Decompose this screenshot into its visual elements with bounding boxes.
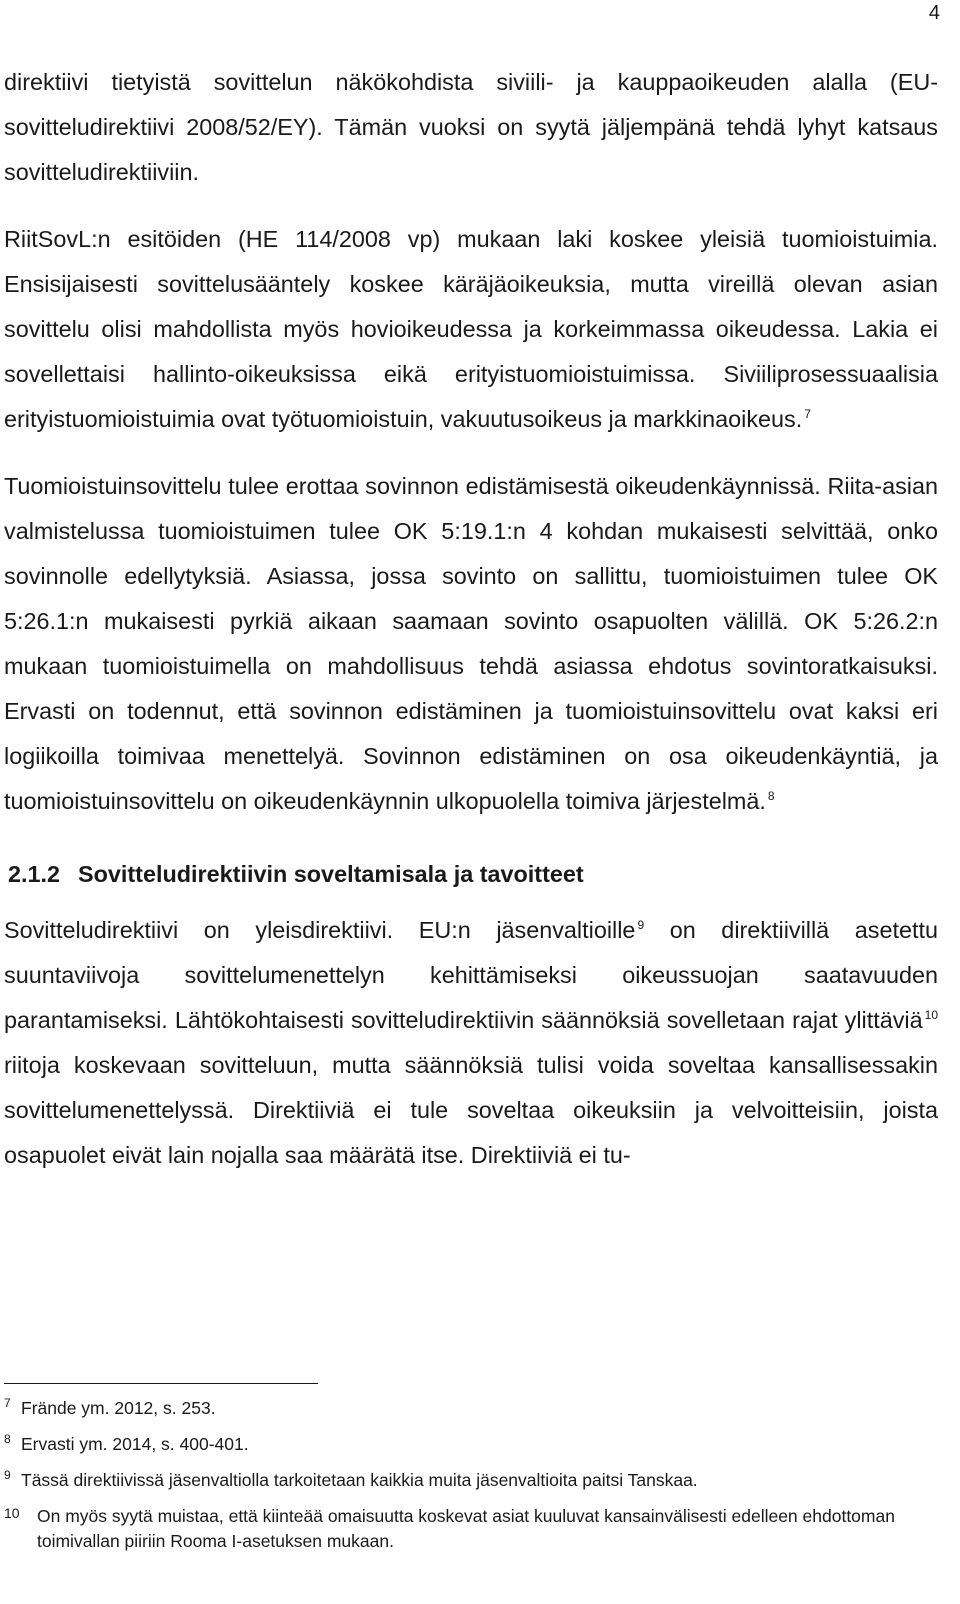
footnote-ref-9[interactable]: 9 xyxy=(637,918,645,932)
section-number: 2.1.2 xyxy=(8,861,61,887)
section-title: Sovitteludirektiivin soveltamisala ja tavoitteet xyxy=(78,861,584,887)
paragraph-1 xyxy=(4,60,938,195)
section-heading xyxy=(4,854,938,894)
footnote-number: 8 xyxy=(4,1432,11,1446)
footnote-text: Frände ym. 2012, s. 253. xyxy=(21,1398,216,1418)
footnote-8 xyxy=(4,1432,934,1457)
footnote-number: 9 xyxy=(4,1468,11,1482)
footnote-7 xyxy=(4,1396,934,1421)
footnotes xyxy=(4,1396,934,1565)
paragraph-2 xyxy=(4,217,938,442)
footnote-text: On myös syytä muistaa, että kiinteää omaisuutta koskevat asiat kuuluvat kansainvälisesti edelleen ehdottoman toimivallan piiriin Rooma I-asetuksen mukaan. xyxy=(37,1506,895,1551)
page-number: 4 xyxy=(928,2,940,24)
paragraph-4 xyxy=(4,908,938,1178)
footnote-text: Ervasti ym. 2014, s. 400-401. xyxy=(21,1434,249,1454)
paragraph-text: Sovitteludirektiivi on yleisdirektiivi. EU:n jäsenvaltioille xyxy=(4,917,636,943)
footnote-10 xyxy=(4,1504,934,1554)
paragraph-text: Tuomioistuinsovittelu tulee erottaa sovinnon edistämisestä oikeudenkäynnissä. Riita-asian valmistelussa tuomioistuimen tulee OK 5:19.1:n 4 kohdan mukaisesti selvittää, onko sovinnolle edellytyksiä. Asiassa, jossa sovinto on sallittu, tuomioistuimen tulee OK 5:26.1:n mukaisesti pyrkiä aikaan saamaan sovinto osapuolten välillä. OK 5:26.2:n mukaan tuomioistuimella on mahdollisuus tehdä asiassa ehdotus sovintoratkaisuksi. Ervasti on todennut, että sovinnon edistäminen ja tuomioistuinsovittelu ovat kaksi eri logiikoilla toimivaa menettelyä. Sovinnon edistäminen on osa oikeudenkäyntiä, ja tuomioistuinsovittelu on oikeudenkäynnin ulkopuolella toimiva järjestelmä. xyxy=(4,473,938,814)
paragraph-text: riitoja koskevaan sovitteluun, mutta säännöksiä tulisi voida soveltaa kansallisessakin sovittelumenettelyssä. Direktiiviä ei tule soveltaa oikeuksiin ja velvoitteisiin, joista osapuolet eivät lain nojalla saa määrätä itse. Direktiiviä ei tu- xyxy=(4,1052,938,1168)
footnote-separator xyxy=(4,1383,318,1384)
main-text xyxy=(4,60,938,1178)
footnote-ref-10[interactable]: 10 xyxy=(924,1008,938,1022)
footnote-text: Tässä direktiivissä jäsenvaltiolla tarkoitetaan kaikkia muita jäsenvaltioita paitsi Tanskaa. xyxy=(21,1470,698,1490)
footnote-ref-8[interactable]: 8 xyxy=(767,789,775,803)
footnote-number: 7 xyxy=(4,1396,11,1410)
footnote-number: 10 xyxy=(4,1505,20,1521)
footnote-ref-7[interactable]: 7 xyxy=(804,407,811,421)
footnote-9 xyxy=(4,1468,934,1493)
paragraph-text: on direktiivillä asetettu suuntaviivoja sovittelumenettelyn kehittämiseksi oikeussuojan saatavuuden parantamiseksi. Lähtökohtaisesti sovitteludirektiivin säännöksiä sovelletaan rajat ylittäviä xyxy=(4,917,938,1033)
paragraph-3 xyxy=(4,464,938,824)
paragraph-text: direktiivi tietyistä sovittelun näkökohdista siviili- ja kauppaoikeuden alalla (EU-sovitteludirektiivi 2008/52/EY). Tämän vuoksi on syytä jäljempänä tehdä lyhyt katsaus sovitteludirektiiviin. xyxy=(4,69,938,185)
paragraph-text: RiitSovL:n esitöiden (HE 114/2008 vp) mukaan laki koskee yleisiä tuomioistuimia. Ensisijaisesti sovittelusääntely koskee käräjäoikeuksia, mutta vireillä olevan asian sovittelu olisi mahdollista myös hovioikeudessa ja korkeimmassa oikeudessa. Lakia ei sovellettaisi hallinto-oikeuksissa eikä erityistuomioistuimissa. Siviiliprosessuaalisia erityistuomioistuimia ovat työtuomioistuin, vakuutusoikeus ja markkinaoikeus. xyxy=(4,226,938,432)
